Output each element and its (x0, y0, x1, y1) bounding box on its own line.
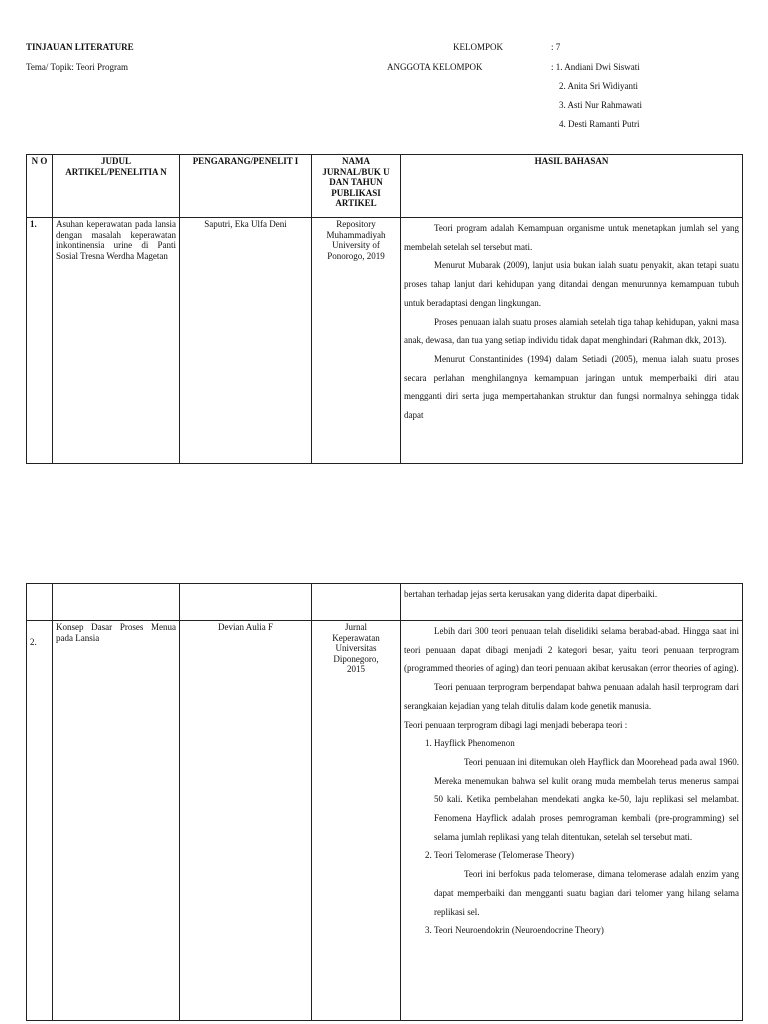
anggota-label: ANGGOTA KELOMPOK (387, 62, 483, 72)
table-header-row (27, 155, 743, 218)
row1-hasil-p4: Menurut Constantinides (1994) dalam Setiadi (2005), menua ialah suatu proses secara perlahan menghilangnya kemampuan jaringan untuk memperbaiki diri atau mengganti diri serta juga mempertahankan struktur dan fungsi normalnya sehingga tidak dapat (404, 353, 739, 421)
cont-no (27, 584, 53, 621)
list-item (434, 846, 739, 921)
row2-pengarang: Devian Aulia F (180, 621, 312, 1021)
table-row (27, 621, 743, 1021)
row1-judul: Asuhan keperawatan pada lansia dengan masalah keperawatan inkontinensia urine di Panti Sosial Tresna Werdha Magetan (53, 218, 180, 464)
theory-body: Teori penuaan ini ditemukan oleh Hayflick dan Moorehead pada awal 1960. Mereka menemukan bahwa sel kulit orang muda membelah terus menerus sampai 50 kali. Ketika pembelahan mendekati angka ke-50, laju replikasi sel melambat. Fenomena Hayflick adalah proses pemrograman kembali (pre-programming) sel selama jumlah replikasi yang telah ditentukan, setelah sel tersebut mati. (434, 756, 739, 842)
row2-hasil-p1: Lebih dari 300 teori penuaan telah diselidiki selama berabad-abad. Hingga saat ini teori penuaan dapat dibagi menjadi 2 kategori besar, yaitu teori penuaan terprogram (programmed theories of aging) dan teori penuaan akibat kerusakan (error theories of aging). (404, 626, 739, 674)
topic-line: Tema/ Topik: Teori Program (26, 62, 129, 72)
page-title: TINJAUAN LITERATURE (26, 42, 134, 52)
row1-hasil-p1: Teori program adalah Kemampuan organisme untuk menetapkan jumlah sel yang membelah setelah sel tersebut mati. (404, 223, 739, 252)
theory-title: Teori Telomerase (Telomerase Theory) (434, 850, 574, 861)
table-row (27, 218, 743, 464)
header-nama: NAMA JURNAL/BUK U DAN TAHUN PUBLIKASI ARTIKEL (312, 155, 401, 218)
list-item (434, 734, 739, 846)
row2-hasil-p2: Teori penuaan terprogram berpendapat bahwa penuaan adalah hasil terprogram dari serangkaian kejadian yang telah ditulis dalam kode genetik manusia. (404, 682, 739, 711)
row1-hasil-p3: Proses penuaan ialah suatu proses alamiah setelah tiga tahap kehidupan, yakni masa anak, dewasa, dan tua yang setiap individu tidak dapat menghindari (Rahman dkk, 2013). (404, 316, 739, 346)
header-no: N O (27, 155, 53, 218)
row1-nama: Repository Muhammadiyah University of Ponorogo, 2019 (312, 218, 401, 464)
header-judul: JUDUL ARTIKEL/PENELITIA N (53, 155, 180, 218)
row2-judul: Konsep Dasar Proses Menua pada Lansia (53, 621, 180, 1021)
member-4: 4. Desti Ramanti Putri (559, 119, 640, 129)
theory-body: Teori ini berfokus pada telomerase, dimana telomerase adalah enzim yang dapat memperbaiki dan mengganti suatu bagian dari telomer yang hilang selama replikasi sel. (434, 869, 739, 917)
header-pengarang: PENGARANG/PENELIT I (180, 155, 312, 218)
member-3: 3. Asti Nur Rahmawati (559, 100, 642, 110)
theory-title: Hayflick Phenomenon (434, 738, 515, 749)
literature-table-bottom (26, 583, 743, 1021)
header-hasil: HASIL BAHASAN (401, 155, 743, 218)
row1-hasil (401, 218, 743, 464)
cont-hasil-text: bertahan terhadap jejas serta kerusakan yang diderita dapat diperbaiki. (404, 589, 658, 599)
list-item (434, 921, 739, 940)
row2-nama: Jurnal Keperawatan Universitas Diponegoro, 2015 (312, 621, 401, 1021)
member-1: : 1. Andiani Dwi Siswati (551, 62, 640, 72)
theory-list (404, 734, 739, 940)
table-row (27, 584, 743, 621)
row2-hasil-p3: Teori penuaan terprogram dibagi lagi menjadi beberapa teori : (404, 719, 628, 730)
theory-title: Teori Neuroendokrin (Neuroendocrine Theory) (434, 925, 604, 936)
literature-table-top (26, 154, 743, 464)
kelompok-value: : 7 (551, 42, 561, 52)
cont-nama (312, 584, 401, 621)
row1-no: 1. (27, 218, 53, 464)
kelompok-label: KELOMPOK (453, 42, 504, 52)
row1-pengarang: Saputri, Eka Ulfa Deni (180, 218, 312, 464)
member-2: 2. Anita Sri Widiyanti (559, 81, 638, 91)
row2-hasil (401, 621, 743, 1021)
row2-no: 2. (27, 621, 53, 1021)
cont-hasil (401, 584, 743, 621)
cont-pengarang (180, 584, 312, 621)
row1-hasil-p2: Menurut Mubarak (2009), lanjut usia bukan ialah suatu penyakit, akan tetapi suatu proses tahap lanjut dari kehidupan yang ditandai dengan menurunnya kemampuan tubuh untuk beradaptasi dengan lingkungan. (404, 260, 739, 308)
cont-judul (53, 584, 180, 621)
